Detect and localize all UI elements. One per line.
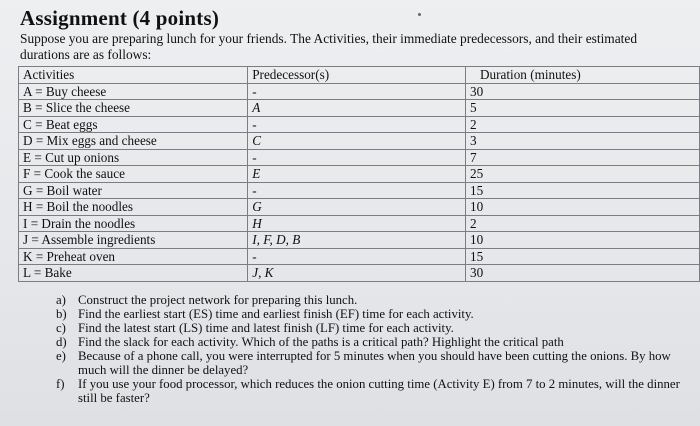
question-label: f) — [56, 377, 65, 391]
header-activities: Activities — [19, 67, 248, 84]
activity-cell: I = Drain the noodles — [19, 215, 248, 232]
question-text: Find the latest start (LS) time and latest finish (LF) time for each activity. — [78, 321, 454, 335]
question-item — [56, 293, 696, 307]
question-text: Construct the project network for preparing this lunch. — [78, 293, 358, 307]
activities-table — [18, 66, 700, 282]
duration-cell: 2 — [466, 215, 700, 232]
question-text: Because of a phone call, you were interrupted for 5 minutes when you should have been cutting the onions. By how much will the dinner be delayed? — [78, 349, 671, 377]
activity-cell: C = Beat eggs — [19, 116, 248, 133]
dust-speck — [418, 13, 421, 16]
question-item — [56, 349, 696, 377]
activity-cell: L = Bake — [19, 265, 248, 282]
duration-cell: 10 — [466, 199, 700, 216]
predecessor-cell: - — [248, 248, 466, 265]
activity-cell: F = Cook the sauce — [19, 166, 248, 183]
question-label: d) — [56, 335, 67, 349]
predecessor-cell: J, K — [248, 265, 466, 282]
question-item — [56, 321, 696, 335]
activity-cell: B = Slice the cheese — [19, 100, 248, 117]
activity-cell: G = Boil water — [19, 182, 248, 199]
table-row — [19, 116, 700, 133]
table-header-row — [19, 67, 700, 84]
question-item — [56, 377, 696, 405]
question-label: c) — [56, 321, 66, 335]
predecessor-cell: A — [248, 100, 466, 117]
duration-cell: 15 — [466, 182, 700, 199]
activity-cell: K = Preheat oven — [19, 248, 248, 265]
question-item — [56, 335, 696, 349]
predecessor-cell: - — [248, 116, 466, 133]
predecessor-cell: C — [248, 133, 466, 150]
duration-cell: 3 — [466, 133, 700, 150]
predecessor-cell: H — [248, 215, 466, 232]
question-label: e) — [56, 349, 66, 363]
question-item — [56, 307, 696, 321]
table-row — [19, 100, 700, 117]
duration-cell: 15 — [466, 248, 700, 265]
activity-cell: D = Mix eggs and cheese — [19, 133, 248, 150]
questions-list — [56, 293, 696, 405]
question-text: Find the earliest start (ES) time and earliest finish (EF) time for each activity. — [78, 307, 474, 321]
predecessor-cell: - — [248, 83, 466, 100]
header-duration: Duration (minutes) — [466, 67, 700, 84]
predecessor-cell: - — [248, 182, 466, 199]
table-row — [19, 149, 700, 166]
activity-cell: E = Cut up onions — [19, 149, 248, 166]
duration-cell: 5 — [466, 100, 700, 117]
predecessor-cell: E — [248, 166, 466, 183]
table-row — [19, 182, 700, 199]
activity-cell: H = Boil the noodles — [19, 199, 248, 216]
question-label: a) — [56, 293, 66, 307]
question-text: If you use your food processor, which reduces the onion cutting time (Activity E) from 7 to 2 minutes, will the dinner still be faster? — [78, 377, 680, 405]
table-row — [19, 248, 700, 265]
table-row — [19, 232, 700, 249]
question-text: Find the slack for each activity. Which of the paths is a critical path? Highlight the critical path — [78, 335, 564, 349]
table-row — [19, 199, 700, 216]
header-predecessors: Predecessor(s) — [248, 67, 466, 84]
activity-cell: J = Assemble ingredients — [19, 232, 248, 249]
duration-cell: 10 — [466, 232, 700, 249]
table-row — [19, 215, 700, 232]
duration-cell: 7 — [466, 149, 700, 166]
predecessor-cell: G — [248, 199, 466, 216]
predecessor-cell: I, F, D, B — [248, 232, 466, 249]
duration-cell: 2 — [466, 116, 700, 133]
table-row — [19, 133, 700, 150]
duration-cell: 25 — [466, 166, 700, 183]
table-row — [19, 83, 700, 100]
predecessor-cell: - — [248, 149, 466, 166]
question-label: b) — [56, 307, 67, 321]
table-row — [19, 265, 700, 282]
activity-cell: A = Buy cheese — [19, 83, 248, 100]
duration-cell: 30 — [466, 83, 700, 100]
table-row — [19, 166, 700, 183]
assignment-title: Assignment (4 points) — [20, 6, 220, 30]
duration-cell: 30 — [466, 265, 700, 282]
intro-paragraph: Suppose you are preparing lunch for your friends. The Activities, their immediate predecessors, and their estimated durations are as follows: — [20, 31, 638, 62]
